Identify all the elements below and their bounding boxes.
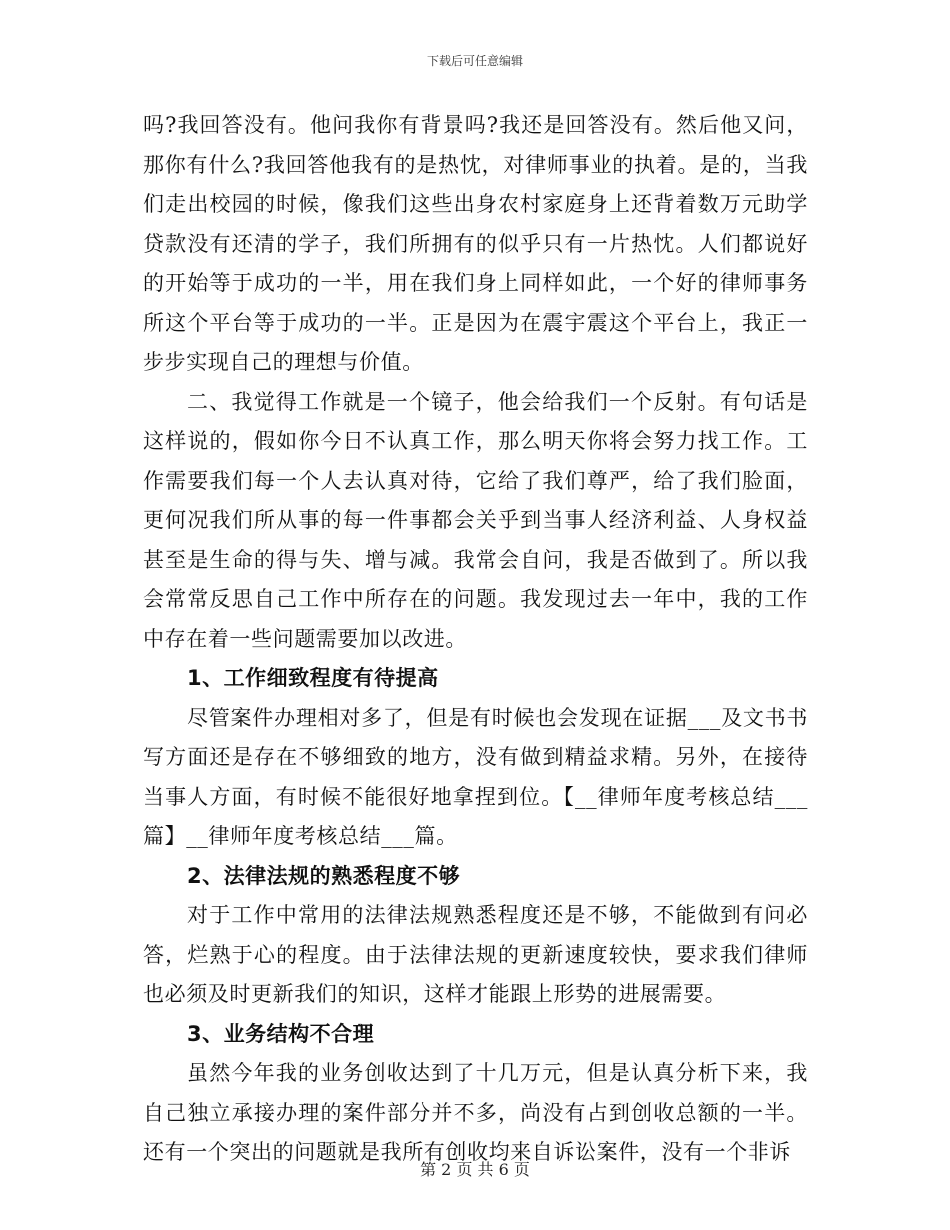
paragraph-work-detail: 尽管案件办理相对多了，但是有时候也会发现在证据___及文书书写方面还是存在不够细致的地方，没有做到精益求精。另外，在接待当事人方面，有时候不能很好地拿捏到位。【__律师年度考核总结___篇】__律师年度考核总结___篇。 [143,705,808,848]
heading-business-structure: 3、业务结构不合理 [187,1021,375,1046]
heading-work-detail: 1、工作细致程度有待提高 [187,666,439,690]
paragraph-laws-familiarity: 对于工作中常用的法律法规熟悉程度还是不够，不能做到有问必答，烂熟于心的程度。由于法律法规的更新速度较快，要求我们律师也必须及时更新我们的知识，这样才能跟上形势的进展需要。 [143,903,808,1006]
heading-laws-familiarity: 2、法律法规的熟悉程度不够 [187,863,461,888]
paragraph-continued: 吗?我回答没有。他问我你有背景吗?我还是回答没有。然后他又问，那你有什么?我回答他我有的是热忱，对律师事业的执着。是的，当我们走出校园的时候，像我们这些出身农村家庭身上还背着数万元助学贷款没有还清的学子，我们所拥有的似乎只有一片热忱。人们都说好的开始等于成功的一半，用在我们身上同样如此，一个好的律师事务所这个平台等于成功的一半。正是因为在震宇震这个平台上，我正一步步实现自己的理想与价值。 [143,113,808,374]
paragraph-business-structure: 虽然今年我的业务创收达到了十几万元，但是认真分析下来，我自己独立承接办理的案件部分并不多，尚没有占到创收总额的一半。还有一个突出的问题就是我所有创收均来自诉讼案件，没有一个非诉 [143,1061,808,1164]
page-number: 第 2 页 共 6 页 [420,1160,530,1179]
document-body [143,106,808,1173]
page-header: 下载后可任意编辑 [426,54,523,68]
paragraph-section-two: 二、我觉得工作就是一个镜子，他会给我们一个反射。有句话是这样说的，假如你今日不认真工作，那么明天你将会努力找工作。工作需要我们每一个人去认真对待，它给了我们尊严，给了我们脸面，更何况我们所从事的每一件事都会关乎到当事人经济利益、人身权益甚至是生命的得与失、增与减。我常会自问，我是否做到了。所以我会常常反思自己工作中所存在的问题。我发现过去一年中，我的工作中存在着一些问题需要加以改进。 [143,389,808,651]
